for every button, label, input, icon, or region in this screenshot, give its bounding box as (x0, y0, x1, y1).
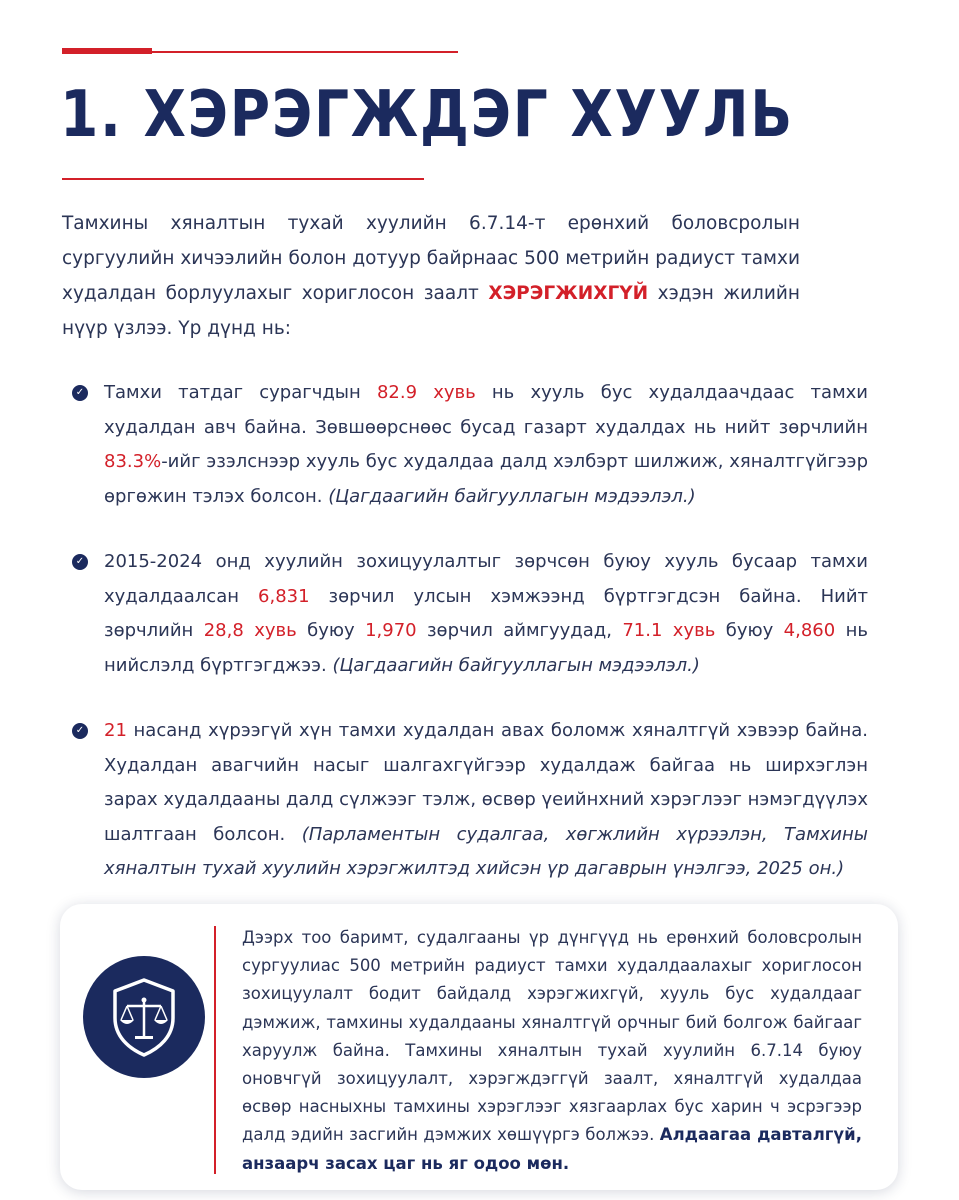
bullet-3-source: (Парламентын судалгаа, хөгжлийн хүрээлэн, Тамхины хяналтын тухай хуулийн хэрэгжилтэд хийсэн үр дагаврын үнэлгээ, 2025 он.) (104, 823, 868, 879)
summary-card (60, 904, 898, 1190)
accent-rule-thin (152, 51, 458, 53)
summary-call-to-action: Алдаагаа давталгүй, анзаарч засах цаг нь яг одоо мөн. (242, 1125, 862, 1173)
bullet-2-stat-e: 4,860 (783, 620, 836, 641)
bullet-1-source: (Цагдаагийн байгууллагын мэдээлэл.) (328, 485, 696, 507)
bullet-text-1 (104, 376, 868, 514)
bullet-item-3 (72, 714, 868, 887)
intro-highlight: ХЭРЭГЖИХГҮЙ (488, 283, 649, 304)
intro-text-1: Тамхины хяналтын тухай хуулийн 6.7.14-т ерөнхий боловсролын сургуулийн хичээлийн болон дотуур байрнаас 500 метрийн радиуст тамхи худалдан борлуулахыг хориглосон заалт (62, 213, 800, 304)
intro-text-2: хэдэн жилийн нүүр үзлээ. Үр дүнд нь: (62, 283, 800, 339)
check-circle-icon: ✓ (72, 385, 88, 401)
bullet-2-text-f: нь нийслэлд бүртгэгджээ. (104, 620, 868, 676)
bullet-1-text-b: нь хууль бус худалдаачдаас тамхи худалдан авч байна. Зөвшөөрснөөс бусад газарт худалдах нь нийт зөрчлийн (104, 382, 868, 438)
page-title: 1. ХЭРЭГЖДЭГ ХУУЛЬ (60, 78, 794, 152)
bullet-text-3 (104, 714, 868, 887)
check-circle-icon: ✓ (72, 554, 88, 570)
bullet-1-text-c: -ийг эзэлснээр хууль бус худалдаа далд хэлбэрт шилжиж, хяналтгүйгээр өргөжин тэлэх болсон. (104, 451, 868, 507)
bullet-2-text-b: зөрчил улсын хэмжээнд бүртгэгдсэн байна. Нийт зөрчлийн (104, 585, 868, 641)
bullet-2-stat-d: 71.1 хувь (622, 620, 716, 641)
bullet-1-stat-a: 82.9 хувь (376, 382, 476, 403)
accent-rule-thick (62, 48, 152, 54)
bullet-2-stat-b: 28,8 хувь (203, 620, 297, 641)
header-accent-rule (62, 48, 458, 52)
bullet-3-stat-a: 21 (104, 720, 127, 741)
bullet-2-stat-c: 1,970 (365, 620, 417, 641)
summary-text (242, 924, 862, 1178)
bullet-item-1 (72, 376, 868, 514)
bullet-2-text-c: буюу (296, 620, 366, 641)
bullet-2-text-d: зөрчил аймгуудад, (416, 620, 623, 641)
summary-body: Дээрх тоо баримт, судалгааны үр дүнгүүд нь ерөнхий боловсролын сургуулиас 500 метрийн радиуст тамхи худалдаалахыг хориглосон зохицуулалт бодит байдалд хэрэгжихгүй, хууль бус худалдааг дэмжиж, тамхины худалдааны хяналтгүй орчныг бий болгож байгааг харуулж байна. Тамхины хяналтын тухай хуулийн 6.7.14 буюу оновчгүй зохицуулалт, хэрэгждэггүй заалт, хяналтгүй худалдаа өсвөр насныхны тамхины хэрэглээг хязгаарлах бус харин ч эсрэгээр далд эдийн засгийн дэмжих хөшүүргэ болжээ. (242, 928, 862, 1145)
bullet-2-source: (Цагдаагийн байгууллагын мэдээлэл.) (332, 654, 700, 676)
intro-paragraph (62, 206, 800, 346)
title-underline (62, 178, 424, 180)
bullet-item-2 (72, 545, 868, 683)
shield-scales-icon (83, 956, 205, 1078)
bullet-1-stat-b: 83.3% (104, 451, 162, 472)
bullet-2-text-a: 2015-2024 онд хуулийн зохицуулалтыг зөрчсөн буюу хууль бусаар тамхи худалдаалсан (104, 551, 868, 607)
bullet-3-text-a: насанд хүрээгүй хүн тамхи худалдан авах боломж хяналтгүй хэвээр байна. Худалдан авагчийн насыг шалгахгүйгээр худалдаж байгаа нь ширхэглэн зарах худалдааны далд сүлжээг тэлж, өсвөр үеийнхний хэрэглээг нэмэгдүүлэх шалтгаан болсон. (104, 720, 868, 845)
summary-divider (214, 926, 216, 1174)
bullet-text-2 (104, 545, 868, 683)
bullet-1-text-a: Тамхи татдаг сурагчдын (104, 382, 377, 403)
bullet-2-stat-a: 6,831 (258, 585, 310, 607)
bullet-2-text-e: буюу (715, 620, 784, 641)
check-circle-icon: ✓ (72, 723, 88, 739)
